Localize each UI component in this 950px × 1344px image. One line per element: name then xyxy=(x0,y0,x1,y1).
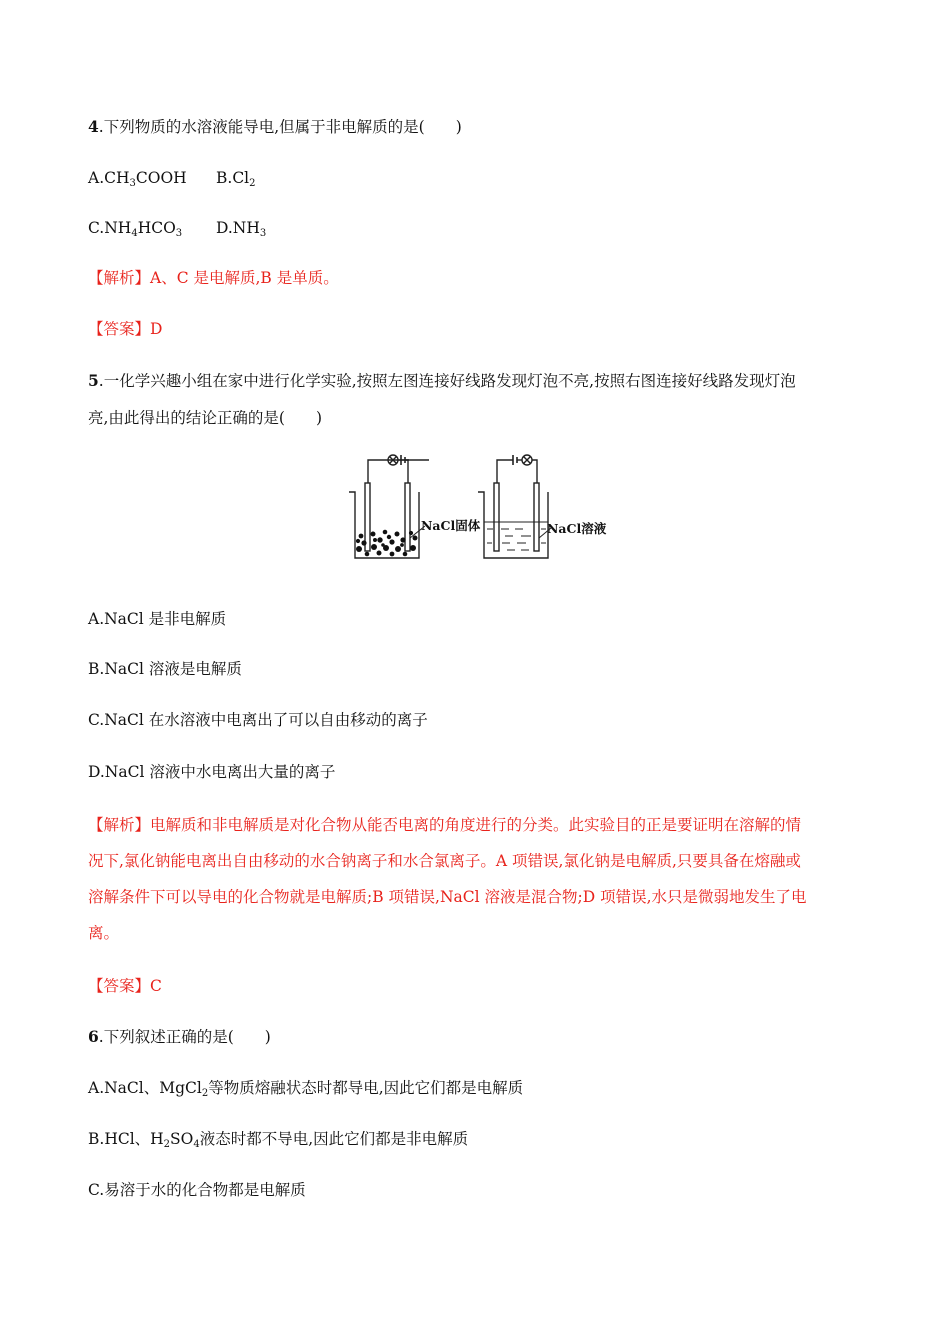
q5-analysis-line4: 离。 xyxy=(88,924,120,942)
q4-option-c: $C.NH_4HCO_3$ xyxy=(88,219,183,239)
q4-option-b: $B.Cl_2$ xyxy=(216,169,256,189)
q6-option-c: C.易溶于水的化合物都是电解质 xyxy=(88,1181,306,1199)
q6-option-b: B.HCl、$H_2SO_4$液态时都不导电,因此它们都是非电解质 xyxy=(88,1130,469,1150)
q5-analysis-tag: 【解析】 xyxy=(88,816,151,834)
q4-option-d: $D.NH_3$ xyxy=(216,219,267,239)
left-apparatus xyxy=(349,455,429,558)
q6-number: 6 xyxy=(88,1027,99,1046)
right-electrode-1 xyxy=(494,483,499,551)
q6-stem xyxy=(88,1027,271,1047)
q5-option-a: A.NaCl 是非电解质 xyxy=(88,610,227,628)
left-electrode-2 xyxy=(405,483,410,551)
q5-stem-text1: .一化学兴趣小组在家中进行化学实验,按照左图连接好线路发现灯泡不亮,按照右图连接好线路发现灯泡 xyxy=(98,372,796,390)
q5-analysis-line2: 况下,氯化钠能电离出自由移动的水合钠离子和水合氯离子。A 项错误,氯化钠是电解质,只要具备在熔融或 xyxy=(88,852,801,870)
q5-option-c: C.NaCl 在水溶液中电离出了可以自由移动的离子 xyxy=(88,711,428,729)
q5-stem-line2: 亮,由此得出的结论正确的是( ) xyxy=(88,409,323,427)
q4-options-row1 xyxy=(88,168,256,189)
conductivity-experiment-figure xyxy=(345,452,625,568)
q4-stem-text: .下列物质的水溶液能导电,但属于非电解质的是( ) xyxy=(98,118,462,136)
q5-answer xyxy=(88,976,162,996)
q5-analysis-text1: 电解质和非电解质是对化合物从能否电离的角度进行的分类。此实验目的正是要证明在溶解的情 xyxy=(150,816,802,834)
q5-option-d: D.NaCl 溶液中水电离出大量的离子 xyxy=(88,763,336,781)
label-nacl-solid: NaCl固体 xyxy=(421,518,481,533)
q4-analysis-text: A、C 是电解质,B 是单质。 xyxy=(150,269,339,287)
q5-stem-line1 xyxy=(88,371,796,391)
q4-options-row2 xyxy=(88,218,267,239)
q5-answer-value: C xyxy=(150,977,162,995)
q4-stem xyxy=(88,117,462,137)
q5-analysis-line1 xyxy=(88,815,801,835)
q5-number: 5 xyxy=(88,371,99,390)
q4-number: 4 xyxy=(88,117,99,136)
q4-answer xyxy=(88,319,162,339)
q4-option-a: $A.CH_3COOH$ xyxy=(88,169,187,189)
q6-option-a: A.NaCl、MgCl$_2$等物质熔融状态时都导电,因此它们都是电解质 xyxy=(88,1079,524,1099)
label-nacl-solution: NaCl溶液 xyxy=(547,521,607,536)
left-electrode-1 xyxy=(365,483,370,551)
q6-stem-text: .下列叙述正确的是( ) xyxy=(98,1028,271,1046)
q4-answer-tag: 【答案】 xyxy=(88,320,151,338)
q5-answer-tag: 【答案】 xyxy=(88,977,151,995)
right-electrode-2 xyxy=(534,483,539,551)
q4-answer-value: D xyxy=(150,320,163,338)
q4-analysis-tag: 【解析】 xyxy=(88,269,151,287)
q4-analysis xyxy=(88,268,339,288)
q5-option-b: B.NaCl 溶液是电解质 xyxy=(88,660,242,678)
q5-analysis-line3: 溶解条件下可以导电的化合物就是电解质;B 项错误,NaCl 溶液是混合物;D 项错误,水只是微弱地发生了电 xyxy=(88,888,807,906)
